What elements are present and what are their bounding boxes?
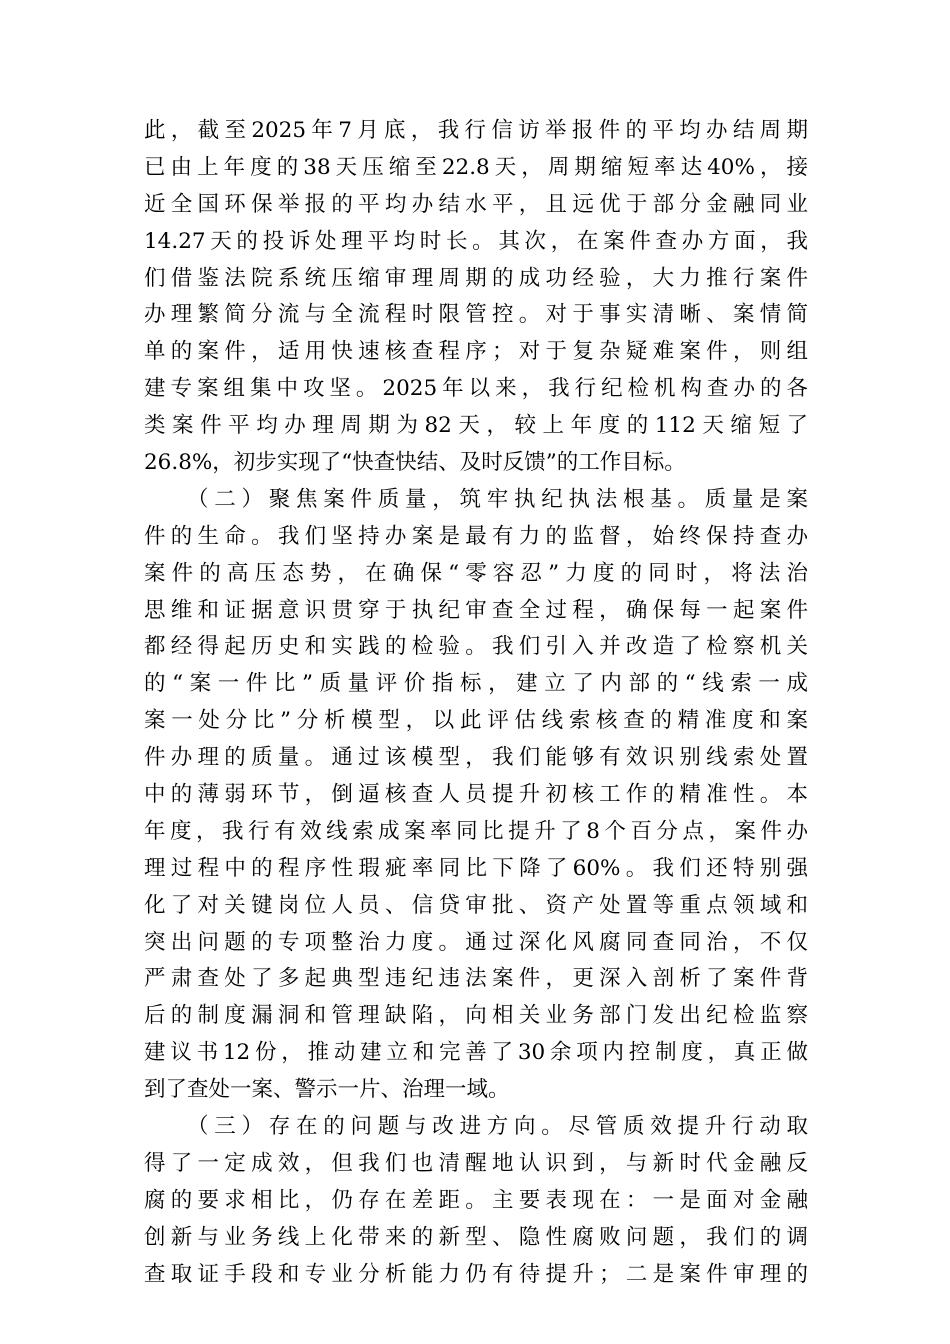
text-line: 案件的高压态势，在确保“零容忍”力度的同时，将法治 bbox=[144, 560, 808, 586]
text-line: 创新与业务线上化带来的新型、隐性腐败问题，我们的调 bbox=[144, 1224, 808, 1250]
text-line: 思维和证据意识贯穿于执纪审查全过程，确保每一起案件 bbox=[144, 597, 808, 623]
text-line: 单的案件，适用快速核查程序；对于复杂疑难案件，则组 bbox=[144, 339, 808, 365]
text-line: 严肃查处了多起典型违纪违法案件，更深入剖析了案件背 bbox=[144, 966, 808, 992]
text-line: 建专案组集中攻坚。2025年以来，我行纪检机构查办的各 bbox=[144, 376, 808, 402]
text-line: 都经得起历史和实践的检验。我们引入并改造了检察机关 bbox=[144, 634, 808, 660]
text-line: 到了查处一案、警示一片、治理一域。 bbox=[144, 1077, 510, 1103]
text-line: 案一处分比”分析模型，以此评估线索核查的精准度和案 bbox=[144, 708, 808, 734]
section-heading-line: （三）存在的问题与改进方向。尽管质效提升行动取 bbox=[187, 1114, 808, 1140]
text-line: 类案件平均办理周期为82天，较上年度的112天缩短了 bbox=[144, 413, 808, 439]
text-line: 得了一定成效，但我们也清醒地认识到，与新时代金融反 bbox=[144, 1150, 808, 1176]
text-line: 建议书12份，推动建立和完善了30余项内控制度，真正做 bbox=[144, 1040, 808, 1066]
text-line: 后的制度漏洞和管理缺陷，向相关业务部门发出纪检监察 bbox=[144, 1003, 808, 1029]
text-line: 已由上年度的38天压缩至22.8天，周期缩短率达40%，接 bbox=[144, 154, 808, 180]
text-line: 近全国环保举报的平均办结水平，且远优于部分金融同业 bbox=[144, 191, 808, 217]
text-line: 件办理的质量。通过该模型，我们能够有效识别线索处置 bbox=[144, 745, 808, 771]
text-line: 此，截至2025年7月底，我行信访举报件的平均办结周期 bbox=[144, 118, 808, 143]
text-line: 突出问题的专项整治力度。通过深化风腐同查同治，不仅 bbox=[144, 929, 808, 955]
text-line: 办理繁简分流与全流程时限管控。对于事实清晰、案情简 bbox=[144, 302, 808, 328]
text-line: 查取证手段和专业分析能力仍有待提升；二是案件审理的 bbox=[144, 1261, 808, 1287]
text-line: 中的薄弱环节，倒逼核查人员提升初核工作的精准性。本 bbox=[144, 782, 808, 808]
text-line: 理过程中的程序性瑕疵率同比下降了60%。我们还特别强 bbox=[144, 855, 808, 881]
section-heading-line: （二）聚焦案件质量，筑牢执纪执法根基。质量是案 bbox=[187, 486, 808, 512]
text-line: 化了对关键岗位人员、信贷审批、资产处置等重点领域和 bbox=[144, 892, 808, 918]
body-text bbox=[144, 113, 808, 1294]
text-line: 14.27天的投诉处理平均时长。其次，在案件查办方面，我 bbox=[144, 228, 808, 254]
text-line: 们借鉴法院系统压缩审理周期的成功经验，大力推行案件 bbox=[144, 265, 808, 291]
text-line: 的“案一件比”质量评价指标，建立了内部的“线索一成 bbox=[144, 671, 808, 697]
text-line: 26.8%，初步实现了“快查快结、及时反馈”的工作目标。 bbox=[144, 450, 686, 476]
text-line: 件的生命。我们坚持办案是最有力的监督，始终保持查办 bbox=[144, 523, 808, 549]
text-line: 腐的要求相比，仍存在差距。主要表现在：一是面对金融 bbox=[144, 1187, 808, 1213]
text-line: 年度，我行有效线索成案率同比提升了8个百分点，案件办 bbox=[144, 818, 808, 844]
